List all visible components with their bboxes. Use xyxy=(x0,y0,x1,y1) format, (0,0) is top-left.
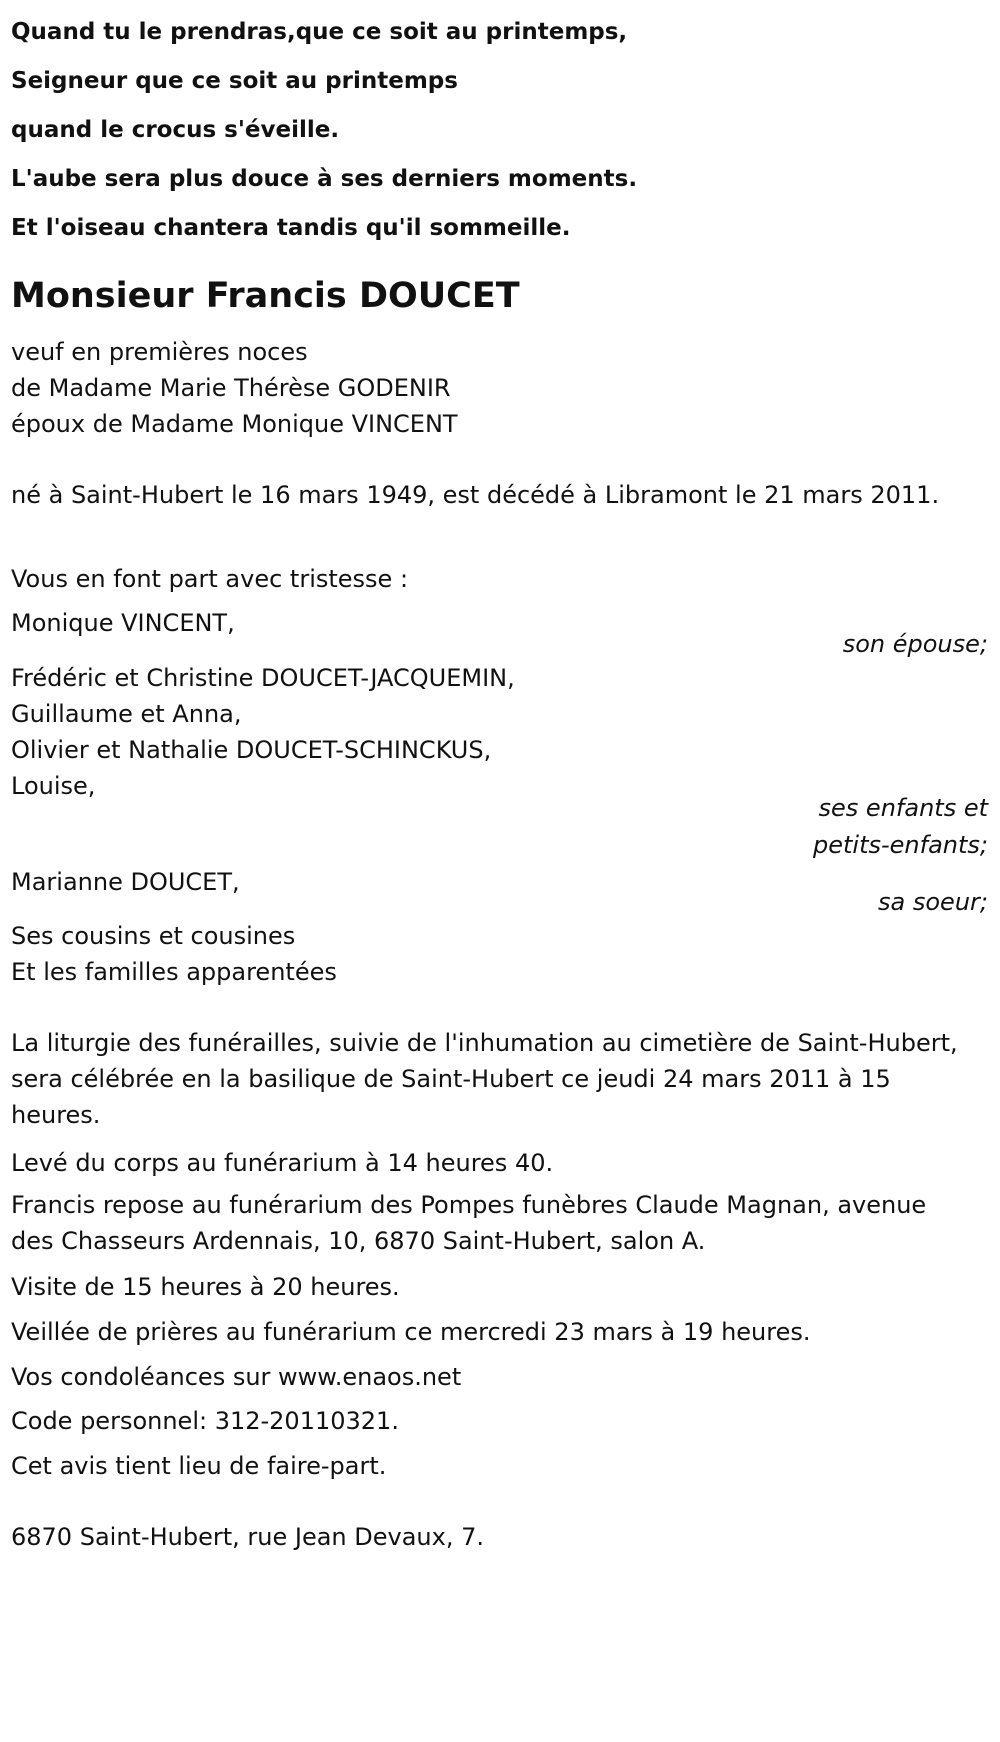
funerarium-text: Francis repose au funérarium des Pompes funèbres Claude Magnan, avenue des Chasseurs Ardennais, 10, 6870 Saint-Hubert, salon A. xyxy=(11,1191,927,1255)
other-relatives xyxy=(11,918,981,990)
children-line-3: Olivier et Nathalie DOUCET-SCHINCKUS, xyxy=(11,736,492,764)
children-role-line-2: petits-enfants; xyxy=(813,831,988,859)
children-role-line-1: ses enfants et xyxy=(818,794,988,822)
poem-line-2: Seigneur que ce soit au printemps xyxy=(11,68,458,94)
poem-line-1: Quand tu le prendras,que ce soit au printemps, xyxy=(11,19,628,45)
condolences-text: Vos condoléances sur www.enaos.net xyxy=(11,1363,462,1391)
children-list xyxy=(11,660,981,804)
children-line-4: Louise, xyxy=(11,772,96,800)
vigil-text: Veillée de prières au funérarium ce mercredi 23 mars à 19 heures. xyxy=(11,1318,811,1346)
leve-du-corps: Levé du corps au funérarium à 14 heures 40. xyxy=(11,1149,554,1177)
others-line-1: Ses cousins et cousines xyxy=(11,922,296,950)
spouse-role: son épouse; xyxy=(842,630,988,658)
personal-code: Code personnel: 312-20110321. xyxy=(11,1407,399,1435)
marital-status xyxy=(11,334,981,442)
faire-part-notice: Cet avis tient lieu de faire-part. xyxy=(11,1452,387,1480)
spouse-name: Monique VINCENT, xyxy=(11,609,235,637)
marital-line-3: époux de Madame Monique VINCENT xyxy=(11,410,458,438)
children-line-2: Guillaume et Anna, xyxy=(11,700,242,728)
birth-death-statement: né à Saint-Hubert le 16 mars 1949, est décédé à Libramont le 21 mars 2011. xyxy=(11,481,940,509)
poem xyxy=(11,8,971,253)
poem-line-3: quand le crocus s'éveille. xyxy=(11,117,340,143)
announcement-text: Vous en font part avec tristesse : xyxy=(11,565,409,593)
sister-name: Marianne DOUCET, xyxy=(11,868,240,896)
poem-line-5: Et l'oiseau chantera tandis qu'il sommeille. xyxy=(11,215,571,241)
visit-hours: Visite de 15 heures à 20 heures. xyxy=(11,1273,400,1301)
children-line-1: Frédéric et Christine DOUCET-JACQUEMIN, xyxy=(11,664,515,692)
others-line-2: Et les familles apparentées xyxy=(11,958,337,986)
liturgy-text: La liturgie des funérailles, suivie de l'inhumation au cimetière de Saint-Hubert, sera célébrée en la basilique de Saint-Hubert ce jeudi 24 mars 2011 à 15 heures. xyxy=(11,1029,958,1129)
address: 6870 Saint-Hubert, rue Jean Devaux, 7. xyxy=(11,1523,484,1551)
marital-line-1: veuf en premières noces xyxy=(11,338,308,366)
deceased-name-title: Monsieur Francis DOUCET xyxy=(11,276,520,316)
sister-role: sa soeur; xyxy=(878,888,988,916)
poem-line-4: L'aube sera plus douce à ses derniers moments. xyxy=(11,166,638,192)
marital-line-2: de Madame Marie Thérèse GODENIR xyxy=(11,374,451,402)
